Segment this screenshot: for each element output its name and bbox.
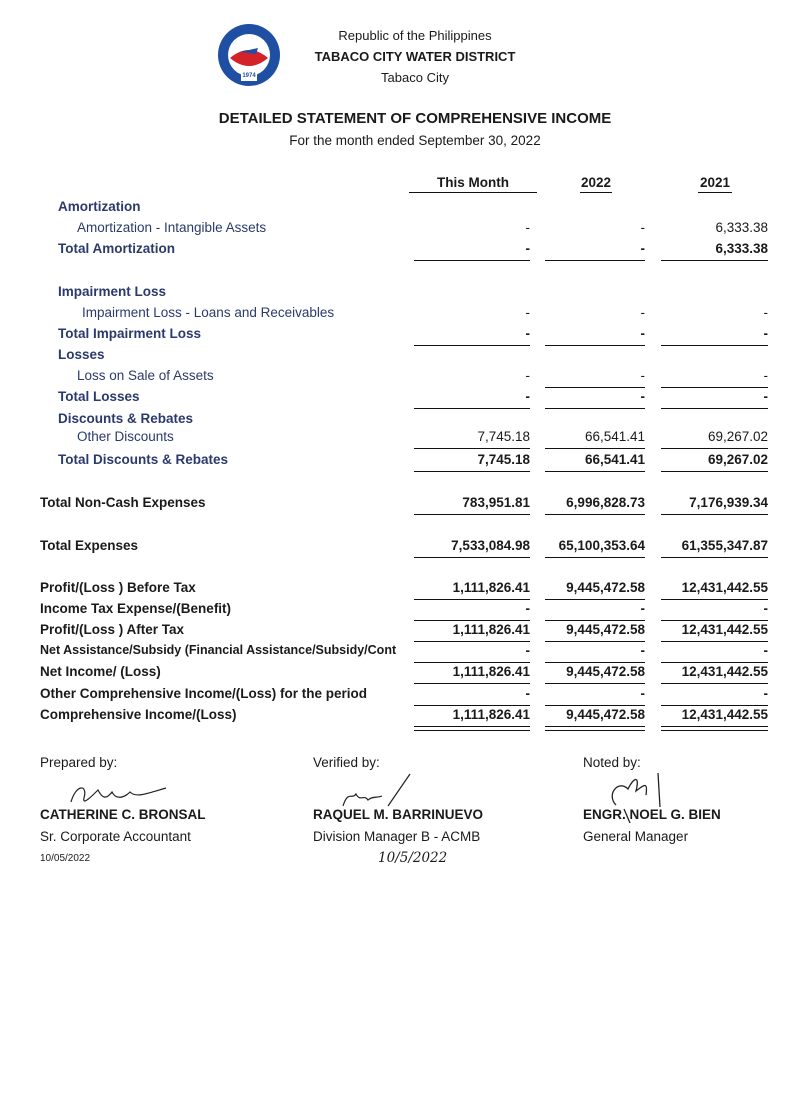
header-district: TABACO CITY WATER DISTRICT [314, 49, 516, 64]
row-value-2021: - [763, 601, 768, 616]
row-total-noncash [0, 495, 793, 515]
row-value-2022: 66,541.41 [584, 429, 645, 444]
row-underline [414, 260, 530, 261]
prepared-date: 10/05/2022 [40, 853, 91, 864]
row-value-this-month: 1,111,826.41 [452, 580, 530, 595]
row-label: Other Discounts [77, 429, 174, 444]
row-label: Total Losses [58, 389, 140, 404]
row-profit-after-tax [0, 622, 793, 642]
row-value-this-month: - [525, 305, 530, 320]
row-income-tax [0, 601, 793, 621]
row-losses-heading [0, 347, 793, 367]
row-value-this-month: 1,111,826.41 [452, 707, 530, 722]
row-underline [414, 662, 530, 663]
row-value-2021: - [763, 305, 768, 320]
row-value-2021: 12,431,442.55 [681, 622, 768, 637]
row-underline [661, 641, 768, 642]
row-net-assistance [0, 643, 793, 663]
row-label: Loss on Sale of Assets [77, 368, 214, 383]
row-impairment-loans [0, 305, 793, 325]
row-underline [414, 448, 530, 449]
row-value-2021: 61,355,347.87 [681, 538, 768, 553]
statement-title: DETAILED STATEMENT OF COMPREHENSIVE INCOME [218, 110, 612, 127]
row-total-discounts [0, 452, 793, 472]
row-underline [414, 514, 530, 515]
row-label: Impairment Loss [58, 284, 167, 299]
row-value-2021: 69,267.02 [707, 429, 768, 444]
row-label: Discounts & Rebates [58, 411, 194, 426]
row-underline [414, 705, 530, 706]
row-label: Profit/(Loss ) After Tax [40, 622, 185, 637]
row-value-2022: 9,445,472.58 [566, 664, 645, 679]
row-label: Total Non-Cash Expenses [40, 495, 206, 510]
row-value-2022: - [640, 389, 645, 404]
row-other-comprehensive [0, 686, 793, 706]
col-2021: 2021 [698, 175, 732, 193]
row-underline [545, 705, 645, 706]
row-label: Amortization - Intangible Assets [77, 220, 267, 235]
verified-caption: Verified by: [313, 755, 380, 770]
col-this-month: This Month [409, 175, 537, 193]
row-value-2022: 9,445,472.58 [566, 580, 645, 595]
row-underline [661, 557, 768, 558]
row-underline [661, 471, 768, 472]
row-underline [414, 345, 530, 346]
row-value-this-month: 7,533,084.98 [451, 538, 530, 553]
row-value-2021: 69,267.02 [707, 452, 768, 467]
row-value-this-month: - [525, 643, 530, 658]
row-underline [661, 662, 768, 663]
row-value-this-month: 7,745.18 [477, 452, 530, 467]
row-underline [414, 408, 530, 409]
row-net-income [0, 664, 793, 684]
row-value-2021: - [763, 686, 768, 701]
row-underline [661, 387, 768, 388]
row-underline [414, 557, 530, 558]
row-underline [414, 683, 530, 684]
row-underline [545, 345, 645, 346]
noted-name: ENGR. NOEL G. BIEN [583, 807, 721, 822]
row-underline [414, 641, 530, 642]
row-label: Other Comprehensive Income/(Loss) for the period [40, 686, 368, 701]
row-value-2022: 6,996,828.73 [566, 495, 645, 510]
row-underline [414, 599, 530, 600]
header-city: Tabaco City [381, 70, 449, 85]
row-label: Income Tax Expense/(Benefit) [40, 601, 232, 616]
row-value-2022: 9,445,472.58 [566, 622, 645, 637]
row-discounts-heading [0, 411, 793, 431]
row-value-this-month: 1,111,826.41 [452, 664, 530, 679]
row-underline [414, 471, 530, 472]
row-value-2022: - [640, 643, 645, 658]
row-underline [661, 705, 768, 706]
row-label: Total Impairment Loss [58, 326, 202, 341]
row-underline [661, 683, 768, 684]
signature-prepared [66, 778, 176, 810]
row-label: Impairment Loss - Loans and Receivables [82, 305, 335, 320]
noted-position: General Manager [583, 829, 689, 844]
row-value-this-month: 7,745.18 [477, 429, 530, 444]
row-value-2021: 6,333.38 [715, 220, 768, 235]
row-label: Total Discounts & Rebates [58, 452, 229, 467]
row-label: Comprehensive Income/(Loss) [40, 707, 237, 722]
row-value-2021: 12,431,442.55 [681, 664, 768, 679]
row-value-2021: 12,431,442.55 [681, 707, 768, 722]
row-total-impairment [0, 326, 793, 346]
prepared-name: CATHERINE C. BRONSAL [40, 807, 206, 822]
row-value-2022: - [640, 686, 645, 701]
row-value-2022: - [640, 368, 645, 383]
signature-noted [596, 765, 676, 825]
row-value-this-month: - [525, 368, 530, 383]
row-total-expenses [0, 538, 793, 558]
row-label: Total Amortization [58, 241, 175, 256]
row-loss-sale-assets [0, 368, 793, 388]
row-underline [545, 387, 645, 388]
row-value-this-month: - [525, 601, 530, 616]
row-underline [661, 514, 768, 515]
row-value-this-month: - [525, 220, 530, 235]
statement-period: For the month ended September 30, 2022 [289, 133, 541, 148]
noted-caption: Noted by: [583, 755, 641, 770]
row-value-2021: 7,176,939.34 [689, 495, 768, 510]
row-impairment-heading [0, 284, 793, 304]
row-underline [661, 620, 768, 621]
row-underline [545, 683, 645, 684]
row-value-this-month: 783,951.81 [462, 495, 530, 510]
verified-name: RAQUEL M. BARRINUEVO [313, 807, 484, 822]
row-amortization-heading [0, 199, 793, 219]
row-comprehensive-income [0, 707, 793, 727]
row-underline [414, 620, 530, 621]
signature-verified [338, 770, 428, 810]
row-value-2021: 6,333.38 [715, 241, 768, 256]
row-underline [545, 641, 645, 642]
row-value-2022: 66,541.41 [584, 452, 645, 467]
row-underline [545, 557, 645, 558]
row-value-this-month: - [525, 241, 530, 256]
prepared-caption: Prepared by: [40, 755, 118, 770]
row-value-2022: 65,100,353.64 [558, 538, 645, 553]
row-underline [661, 599, 768, 600]
row-label: Net Assistance/Subsidy (Financial Assistance/Subsidy/Cont [40, 643, 397, 657]
row-value-2022: - [640, 326, 645, 341]
row-value-2021: - [763, 326, 768, 341]
row-label: Net Income/ (Loss) [40, 664, 161, 679]
verified-date: 10/5/2022 [378, 850, 448, 866]
row-value-2022: 9,445,472.58 [566, 707, 645, 722]
row-label: Amortization [58, 199, 141, 214]
row-value-this-month: - [525, 686, 530, 701]
row-value-2022: - [640, 601, 645, 616]
row-underline [545, 408, 645, 409]
row-underline [545, 726, 645, 731]
row-value-this-month: - [525, 389, 530, 404]
row-label: Total Expenses [40, 538, 139, 553]
row-underline [545, 620, 645, 621]
row-value-2021: - [763, 643, 768, 658]
row-underline [545, 599, 645, 600]
row-value-2021: - [763, 389, 768, 404]
row-total-amortization [0, 241, 793, 261]
row-underline [661, 726, 768, 731]
row-label: Losses [58, 347, 105, 362]
row-underline [545, 514, 645, 515]
row-total-losses [0, 389, 793, 409]
row-value-2021: - [763, 368, 768, 383]
logo-year: 1974 [242, 73, 256, 79]
col-2022: 2022 [580, 175, 612, 193]
row-underline [545, 448, 645, 449]
row-underline [661, 260, 768, 261]
prepared-position: Sr. Corporate Accountant [40, 829, 191, 844]
row-value-2022: - [640, 305, 645, 320]
row-value-this-month: 1,111,826.41 [452, 622, 530, 637]
row-underline [545, 260, 645, 261]
header-republic: Republic of the Philippines [338, 28, 492, 43]
row-underline [545, 662, 645, 663]
row-underline [661, 345, 768, 346]
row-underline [661, 448, 768, 449]
row-underline [661, 408, 768, 409]
row-other-discounts [0, 429, 793, 449]
row-amortization-intangible [0, 220, 793, 240]
row-value-this-month: - [525, 326, 530, 341]
row-profit-before-tax [0, 580, 793, 600]
row-value-2022: - [640, 241, 645, 256]
row-value-2022: - [640, 220, 645, 235]
row-underline [545, 471, 645, 472]
verified-position: Division Manager B - ACMB [313, 829, 481, 844]
row-label: Profit/(Loss ) Before Tax [40, 580, 196, 595]
row-value-2021: 12,431,442.55 [681, 580, 768, 595]
row-underline [414, 726, 530, 731]
